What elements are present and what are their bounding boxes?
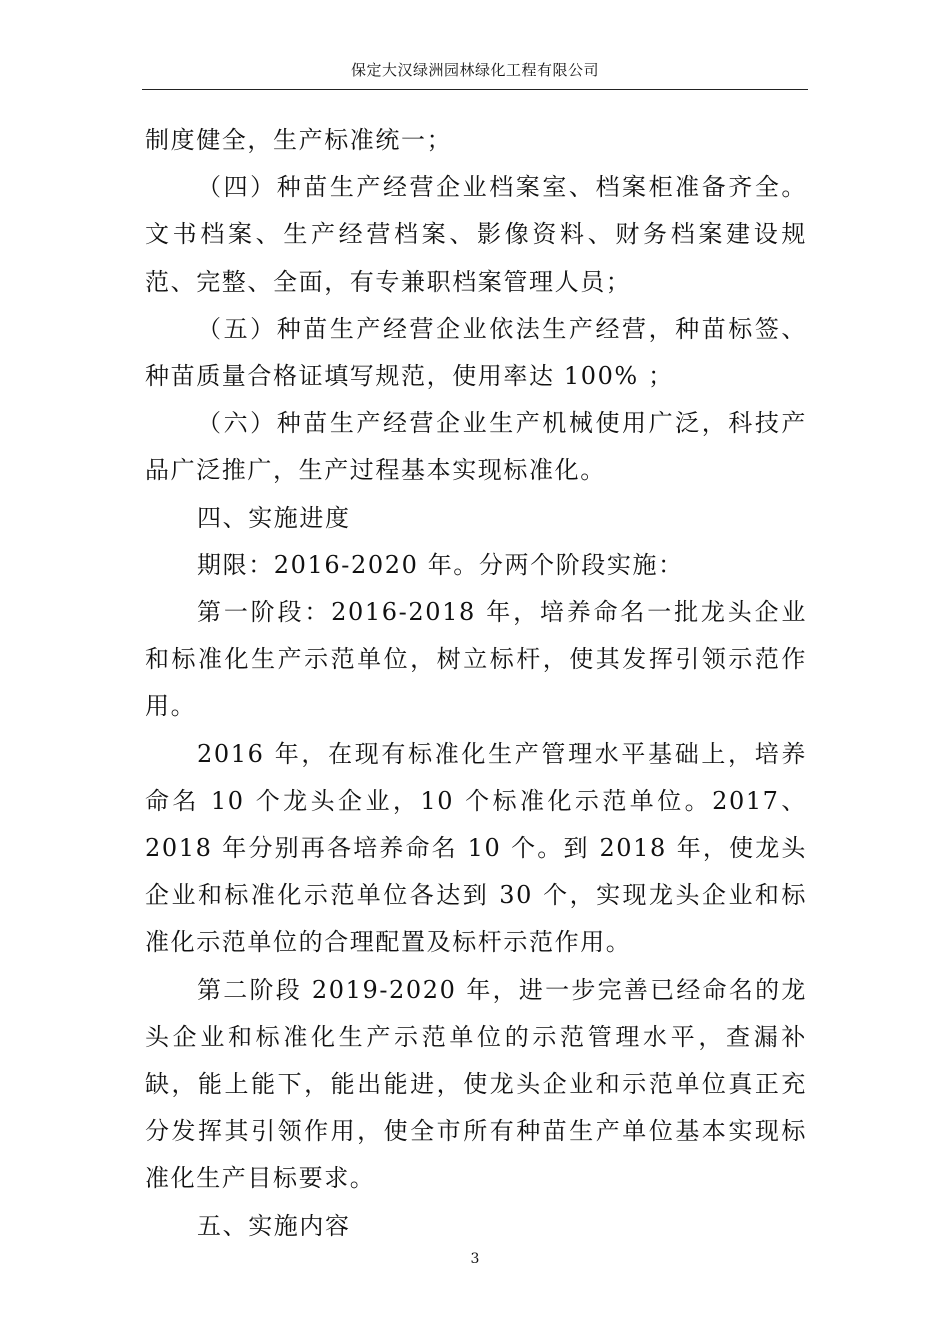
- section-heading-progress: 四、实施进度: [197, 503, 351, 532]
- paragraph-phase-two: 第二阶段 2019-2020 年，进一步完善已经命名的龙头企业和标准化生产示范单位的示范管理水平，查漏补缺，能上能下，能出能进，使龙头企业和示范单位真正充分发挥其引领作用，使全市所有种苗生产单位基本实现标准化生产目标要求。: [145, 975, 807, 1193]
- section-heading-content: 五、实施内容: [197, 1211, 351, 1240]
- paragraph-item-4: （四）种苗生产经营企业档案室、档案柜准备齐全。文书档案、生产经营档案、影像资料、财务档案建设规范、完整、全面，有专兼职档案管理人员；: [145, 173, 807, 296]
- document-body: [145, 117, 807, 1250]
- paragraph-continuation: 制度健全，生产标准统一；: [145, 126, 453, 154]
- paragraph-item-5: （五）种苗生产经营企业依法生产经营，种苗标签、种苗质量合格证填写规范，使用率达 100% ；: [145, 314, 807, 391]
- header-divider: [142, 89, 808, 90]
- paragraph-period: 期限：2016-2020 年。分两个阶段实施：: [197, 550, 684, 579]
- page-footer: [0, 1250, 950, 1268]
- page-number: 3: [470, 1251, 480, 1267]
- paragraph-item-6: （六）种苗生产经营企业生产机械使用广泛，科技产品广泛推广，生产过程基本实现标准化。: [145, 409, 807, 485]
- page-header: [0, 60, 950, 80]
- header-company-name: 保定大汉绿洲园林绿化工程有限公司: [350, 61, 599, 79]
- paragraph-phase-one: 第一阶段：2016-2018 年，培养命名一批龙头企业和标准化生产示范单位，树立标杆，使其发挥引领示范作用。: [145, 598, 807, 721]
- paragraph-phase-one-detail: 2016 年，在现有标准化生产管理水平基础上，培养命名 10 个龙头企业，10 个标准化示范单位。2017、 2018 年分别再各培养命名 10 个。到 2018 年，使龙头企业和标准化示范单位各达到 30 个，实现龙头企业和标准化示范单位的合理配置及标杆示范作用。: [145, 739, 807, 957]
